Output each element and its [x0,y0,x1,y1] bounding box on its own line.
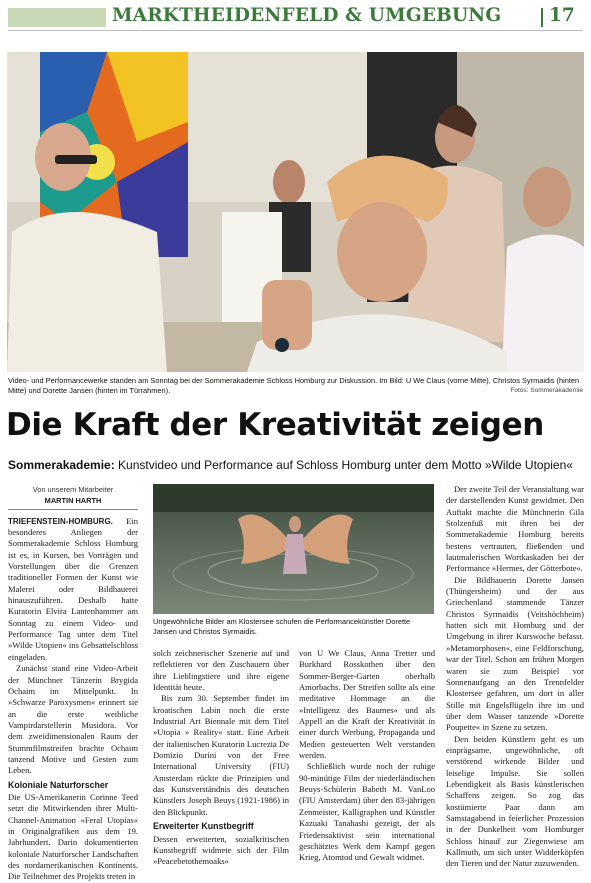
byline [8,484,138,510]
byline-author: MARTIN HARTH [44,496,102,506]
paragraph: Dessen erweiterten, sozialkritischen Kunstbegriff widmete sich der Film »Peacebetothemoaks« [153,833,289,867]
paragraph: Der zweite Teil der Veranstaltung war der darstellenden Kunst gewidmet. Den Auftakt machte die Münchnerin Gila Stolzenfuß mit ihren bei der Sommerakademie Homburg bereits bestens vertrauten, fließenden und lautmalerischen Wortkaskaden bei der Performance »Hermes, der Götterbote«. [446,484,584,574]
article-column-3 [299,648,435,864]
subheading: Koloniale Naturforscher [8,779,109,790]
paragraph: Zunächst stand eine Video-Arbeit der Münchner Tänzerin Brygida Ochaim im Mittelpunkt. In »Schwarze Paroxysmen« erinnert sie an die erste weibliche Vampirdarstellerin Musidora. Vor dem zweidimensionalen Raum der Stummfilmstreifen brachte Ochaim tanzend Motive und Gesten zum Leben. [8,663,138,776]
main-photo [7,52,584,372]
lake-photo-image [153,484,434,614]
article-column-1 [8,484,138,883]
photo-credit: Fotos: Sommerakademie [510,387,583,394]
paragraph: Den beiden Künstlern geht es um einprägsame, ungewöhnliche, oft verstörend wirkende Bilder und leiselige Impulse. Sie sollen Lebendigkeit als Basis künstlerischen Schaffens zeigen. So zog das kostümierte Paar dann am Samstagabend in feierlicher Prozession in der Dunkelheit vom Homburger Schloss hinauf zur Ziegenwiese am Kallmuth, um sich unter Widderköpfen den Tieren und der Natur zuzuwenden. [446,733,584,869]
page-number: 17 [549,5,575,26]
article-headline: Die Kraft der Kreativität zeigen [6,407,544,443]
header-accent-bar [8,8,106,27]
byline-prefix: Von unserem Mitarbeiter [32,485,114,494]
lake-photo [153,484,434,614]
paragraph: von U We Claus, Anna Tretter und Burkhard Rosskothen über den Sommer-Berger-Garten oberhalb Amorbachs. Der Streifen sollte als eine meditative Hommage an die »Intelligenz des Baumes« und als Appell an die Kraft der Kreativität in einer durch Werbung, Propaganda und Medien gesteuerten Welt verstanden werden. [299,648,435,761]
article-subhead [8,458,573,472]
photo-caption: Video- und Performancewerke standen am Sonntag bei der Sommerakademie Schloss Homburg zur Diskussion. Im Bild: U We Claus (vorne Mitte), Christos Syrmaidis (hinten Mitte) und Dorette Jansen (hinten im Türrahmen). [8,376,580,395]
subhead-kicker: Sommerakademie: [8,458,115,472]
paragraph: Die US-Amerikanerin Corinne Teed setzt die Mitwirkenden ihrer Multi-Channel-Animation »Feral Utopias« in Originalgrafiken aus dem 19. Jahrhundert. Darin dokumentierten koloniale Naturforscher Landschaften des nordamerikanischen Kontinents. Die Teilnehmer des Projekts treten in [8,791,138,882]
paragraph-text: Ein besonderes Anliegen der Sommerakademie Schloss Homburg ist es, in Kursen, bei Vorträgen und Vorstellungen über die Grenzen traditioneller Formen der Kunst wie Malerei oder Bildhauerei hinauszuführen. Deshalb hatte Kuratorin Elvira Lantenhammer am Sonntag zu einem Video- und Performance Tag unter dem Titel »Wilde Utopien« ins Gebsattelschloss eingeladen. [8,515,138,662]
paragraph: solch zeichnerischer Szenerie auf und reflektieren vor den Zuschauern über ihre Lieblingstiere und ihre eigene Identität heute. [153,648,289,693]
paragraph [8,516,138,663]
article-column-2 [153,648,289,868]
paragraph: Die Bildhauerin Dorette Jansen (Thüngersheim) und der aus Griechenland stammende Tänzer Christos Syrmaidis (Veitshöchheim) hatten sich mit Homburg und der Umgebung in ihrer Kurswoche befasst. »Metamorphosen«, eine Feldforschung, war der Titel. Schon am frühen Morgen waren sie zum Beispiel vor Sonnenaufgang an den Trennfelder Klostersee gefahren, um dort in aller Stille mit Engelsflügeln ihre im und über dem Wasser tanzende »Dorette Poupette« in Szene zu setzen. [446,574,584,733]
subheading: Erweiterter Kunstbegriff [153,821,254,832]
lake-photo-caption: Ungewöhnliche Bilder am Klostersee schufen die Performancekünstler Dorette Jansen und Christos Syrmaidis. [153,617,411,636]
dateline: TRIEFENSTEIN-HOMBURG. [8,516,113,526]
article-column-4 [446,484,584,870]
header-rule [8,30,583,31]
subhead-text: Kunstvideo und Performance auf Schloss Homburg unter dem Motto »Wilde Utopien« [114,458,573,472]
main-photo-image [7,52,584,372]
paragraph: Bis zum 30. September findet im kroatischen Labin noch die erste Industrial Art Biennale mit dem Titel »Utopia » Reality« statt. Eine Arbeit der italienischen Kuratorin Lucrezia De Domizio Durini von der Free International University (FIU) Amsterdam rückte die Prinzipien und das Kunstverständnis des deutschen Künstlers Joseph Beuys (1921-1986) in den Blickpunkt. [153,693,289,817]
header-divider [541,8,543,27]
paragraph: Schließlich wurde noch der ruhige 90-minütige Film der niederländischen Beuys-Schülerin Babeth M. VanLoo (FIU Amsterdam) über den 83-jährigen Zenmeister, Kalligraphen und Künstler Kazuaki Tanahashi gezeigt, der als Friedensaktivist sein international geschätztes Werk dem Kampf gegen Krieg, Atomtod und Gewalt widmet. [299,761,435,863]
section-title: MARKTHEIDENFELD & UMGEBUNG [112,5,502,26]
